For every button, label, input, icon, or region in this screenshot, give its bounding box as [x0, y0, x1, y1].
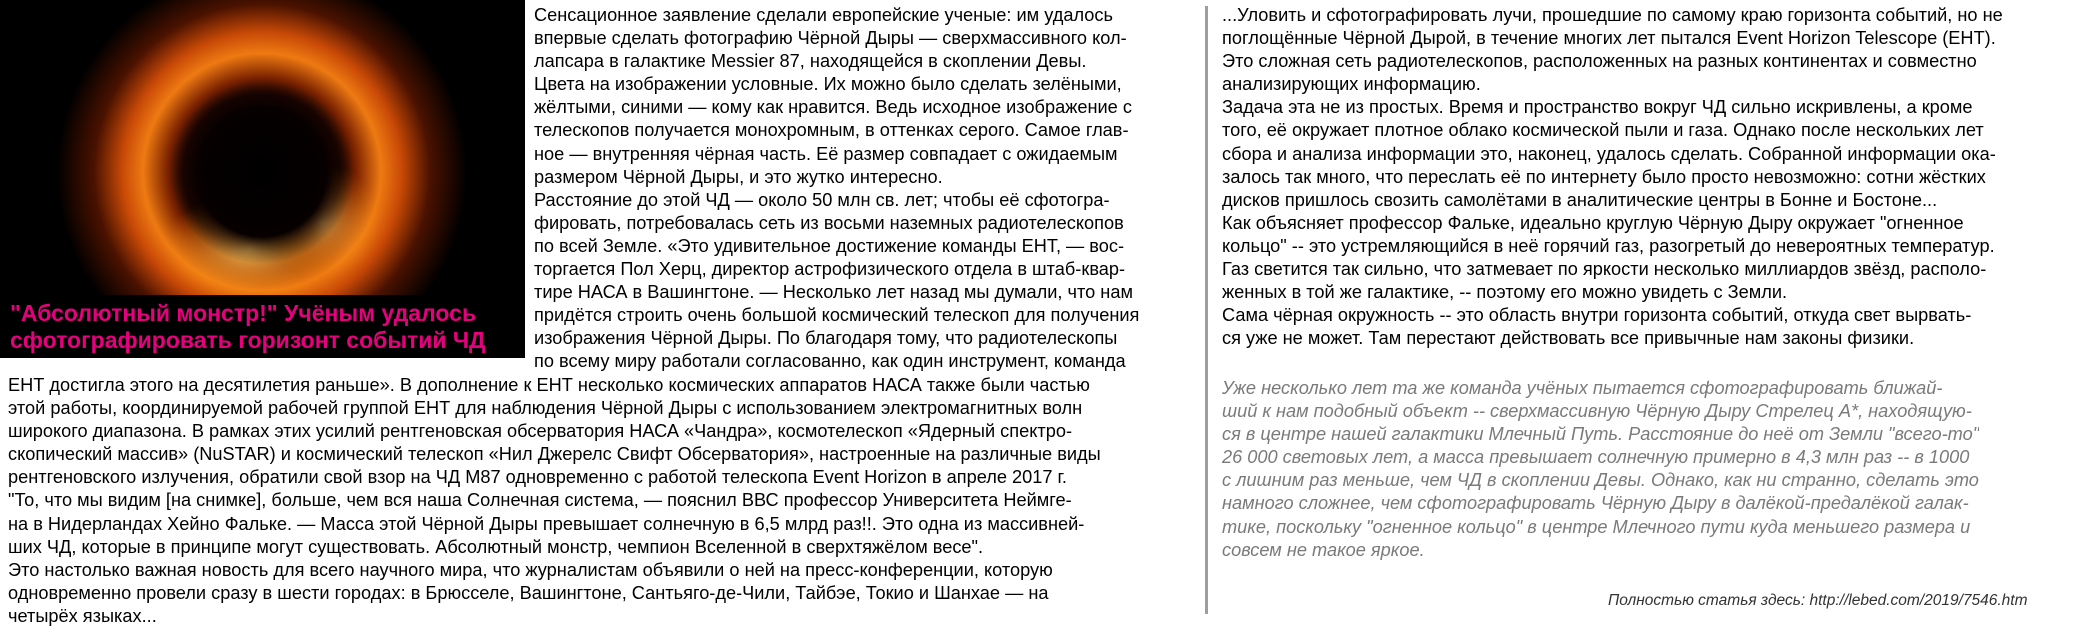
text-line: того, её окружает плотное облако космической пыли и газа. Однако после нескольких лет: [1222, 120, 1984, 141]
text-line: залось так много, что переслать её по интернету было просто невозможно: сотни жёстких: [1222, 166, 1986, 187]
text-line: на в Нидерландах Хейно Фальке. — Масса этой Чёрной Дыры превышает солнечную в 6,5 млрд раз!!. Это одна из массивней-: [8, 513, 1085, 534]
text-line: с лишним раз меньше, чем ЧД в скоплении Девы. Однако, как ни странно, сделать это: [1222, 470, 1979, 491]
photo-caption: [0, 295, 525, 358]
text-line: кольцо" -- это устремляющийся в неё горячий газ, разогретый до невероятных температур.: [1222, 235, 1995, 256]
column-divider: [1205, 6, 1208, 614]
text-line: "То, что мы видим [на снимке], больше, чем вся наша Солнечная система, — пояснил ВВС профессор Университета Неймге-: [8, 490, 1072, 511]
caption-line-1: "Абсолютный монстр!" Учёным удалось: [10, 300, 477, 326]
text-line: ся в центре нашей галактики Млечный Путь. Расстояние до неё от Земли "всего-то": [1222, 424, 1980, 445]
article-col2: [1222, 4, 2003, 350]
text-line: Сенсационное заявление сделали европейские ученые: им удалось: [534, 5, 1113, 25]
black-hole-photo: [0, 0, 525, 358]
text-line: анализирующих информацию.: [1222, 74, 1481, 95]
text-line: Сама чёрная окружность -- это область внутри горизонта событий, откуда свет вырвать-: [1222, 305, 1972, 326]
text-line: ших ЧД, которые в принципе могут существовать. Абсолютный монстр, чемпион Вселенной в сверхтяжёлом весе".: [8, 536, 984, 557]
article-col2-italic: [1222, 377, 1979, 562]
text-line: совсем не такое яркое.: [1222, 539, 1425, 560]
text-line: поглощённые Чёрной Дырой, в течение многих лет пытался Event Horizon Telescope (ЕНТ).: [1222, 28, 1996, 49]
text-line: скопический массив» (NuSTAR) и космический телескоп «Нил Джерелс Свифт Обсерватория», настроенные на различные виды: [8, 444, 1101, 465]
source-link[interactable]: Полностью статья здесь: http://lebed.com/2019/7546.htm: [1608, 592, 2028, 609]
text-line: тире НАСА в Вашингтоне. — Несколько лет назад мы думали, что нам: [534, 282, 1133, 303]
text-line: придётся строить очень большой космический телескоп для получения: [534, 305, 1140, 326]
text-line: Это сложная сеть радиотелескопов, расположенных на разных континентах и совместно: [1222, 51, 1977, 72]
text-line: намного сложнее, чем сфотографировать Чёрную Дыру в далёкой-предалёкой галак-: [1222, 493, 1969, 514]
text-line: женных в той же галактике, -- поэтому его можно увидеть с Земли.: [1222, 282, 1788, 303]
text-line: этой работы, координируемой рабочей группой ЕНТ для наблюдения Чёрной Дыры с использованием электромагнитных волн: [8, 398, 1083, 419]
text-line: изображения Чёрной Дыры. По благодаря тому, что радиотелескопы: [534, 328, 1118, 349]
text-line: ший к нам подобный объект -- сверхмассивную Чёрную Дыру Стрелец А*, находящую-: [1222, 401, 1972, 422]
text-line: лапсара в галактике Messier 87, находящейся в скоплении Девы.: [534, 51, 1087, 72]
text-line: по всему миру работали согласованно, как один инструмент, команда: [534, 351, 1126, 372]
caption-line-2: сфотографировать горизонт событий ЧД: [10, 327, 486, 353]
text-line: впервые сделать фотографию Чёрной Дыры — сверхмассивного кол-: [534, 28, 1127, 49]
text-line: Газ светится так сильно, что затмевает по яркости несколько миллиардов звёзд, располо-: [1222, 259, 1987, 280]
article-col1-top: [534, 4, 1139, 374]
text-line: одновременно провели сразу в шести городах: в Брюсселе, Вашингтоне, Сантьяго-де-Чили, Тайбэе, Токио и Шанхае — на: [8, 582, 1049, 603]
text-line: Как объясняет профессор Фальке, идеально круглую Чёрную Дыру окружает "огненное: [1222, 212, 1964, 233]
text-line: торгается Пол Херц, директор астрофизического отдела в штаб-квар-: [534, 259, 1126, 280]
text-line: Это настолько важная новость для всего научного мира, что журналистам объявили о ней на пресс-конференции, которую: [8, 559, 1053, 580]
text-line: ное — внутренняя чёрная часть. Её размер совпадает с ожидаемым: [534, 143, 1118, 164]
text-line: сбора и анализа информации это, наконец, удалось сделать. Собранной информации ока-: [1222, 143, 1996, 164]
text-line: телескопов получается монохромным, в оттенках серого. Самое глав-: [534, 120, 1129, 141]
text-line: 26 000 световых лет, а масса превышает солнечную примерно в 4,3 млн раз -- в 1000: [1222, 447, 1970, 468]
text-line: дисков пришлось свозить самолётами в аналитические центры в Бонне и Бостоне...: [1222, 189, 1938, 210]
text-line: размером Чёрной Дыры, и это жутко интересно.: [534, 166, 943, 187]
text-line: широкого диапазона. В рамках этих усилий рентгеновская обсерватория НАСА «Чандра», космотелескоп «Ядерный спектро-: [8, 421, 1073, 442]
text-line: Цвета на изображении условные. Их можно было сделать зелёными,: [534, 74, 1122, 95]
text-line: рентгеновского излучения, обратили свой взор на ЧД М87 одновременно с работой телескопа Event Horizon в апреле 2017 г.: [8, 467, 1067, 488]
text-line: по всей Земле. «Это удивительное достижение команды ЕНТ, — вос-: [534, 235, 1125, 256]
text-line: ЕНТ достигла этого на десятилетия раньше». В дополнение к ЕНТ несколько космических аппаратов НАСА также были частью: [8, 375, 1090, 395]
text-line: ся уже не может. Там перестают действовать все привычные нам законы физики.: [1222, 328, 1915, 349]
text-line: ...Уловить и сфотографировать лучи, прошедшие по самому краю горизонта событий, но не: [1222, 5, 2003, 25]
text-line: четырёх языках...: [8, 605, 157, 626]
text-line: Задача эта не из простых. Время и пространство вокруг ЧД сильно искривлены, а кроме: [1222, 97, 1973, 118]
text-line: тике, поскольку "огненное кольцо" в центре Млечного пути куда меньшего размера и: [1222, 516, 1971, 537]
text-line: Уже несколько лет та же команда учёных пытается сфотографировать ближай-: [1222, 378, 1943, 398]
article-col1-bottom: [8, 374, 1101, 628]
text-line: жёлтыми, синими — кому как нравится. Ведь исходное изображение с: [534, 97, 1132, 118]
text-line: фировать, потребовалась сеть из восьми наземных радиотелескопов: [534, 212, 1124, 233]
text-line: Расстояние до этой ЧД — около 50 млн св. лет; чтобы её сфотогра-: [534, 189, 1110, 210]
